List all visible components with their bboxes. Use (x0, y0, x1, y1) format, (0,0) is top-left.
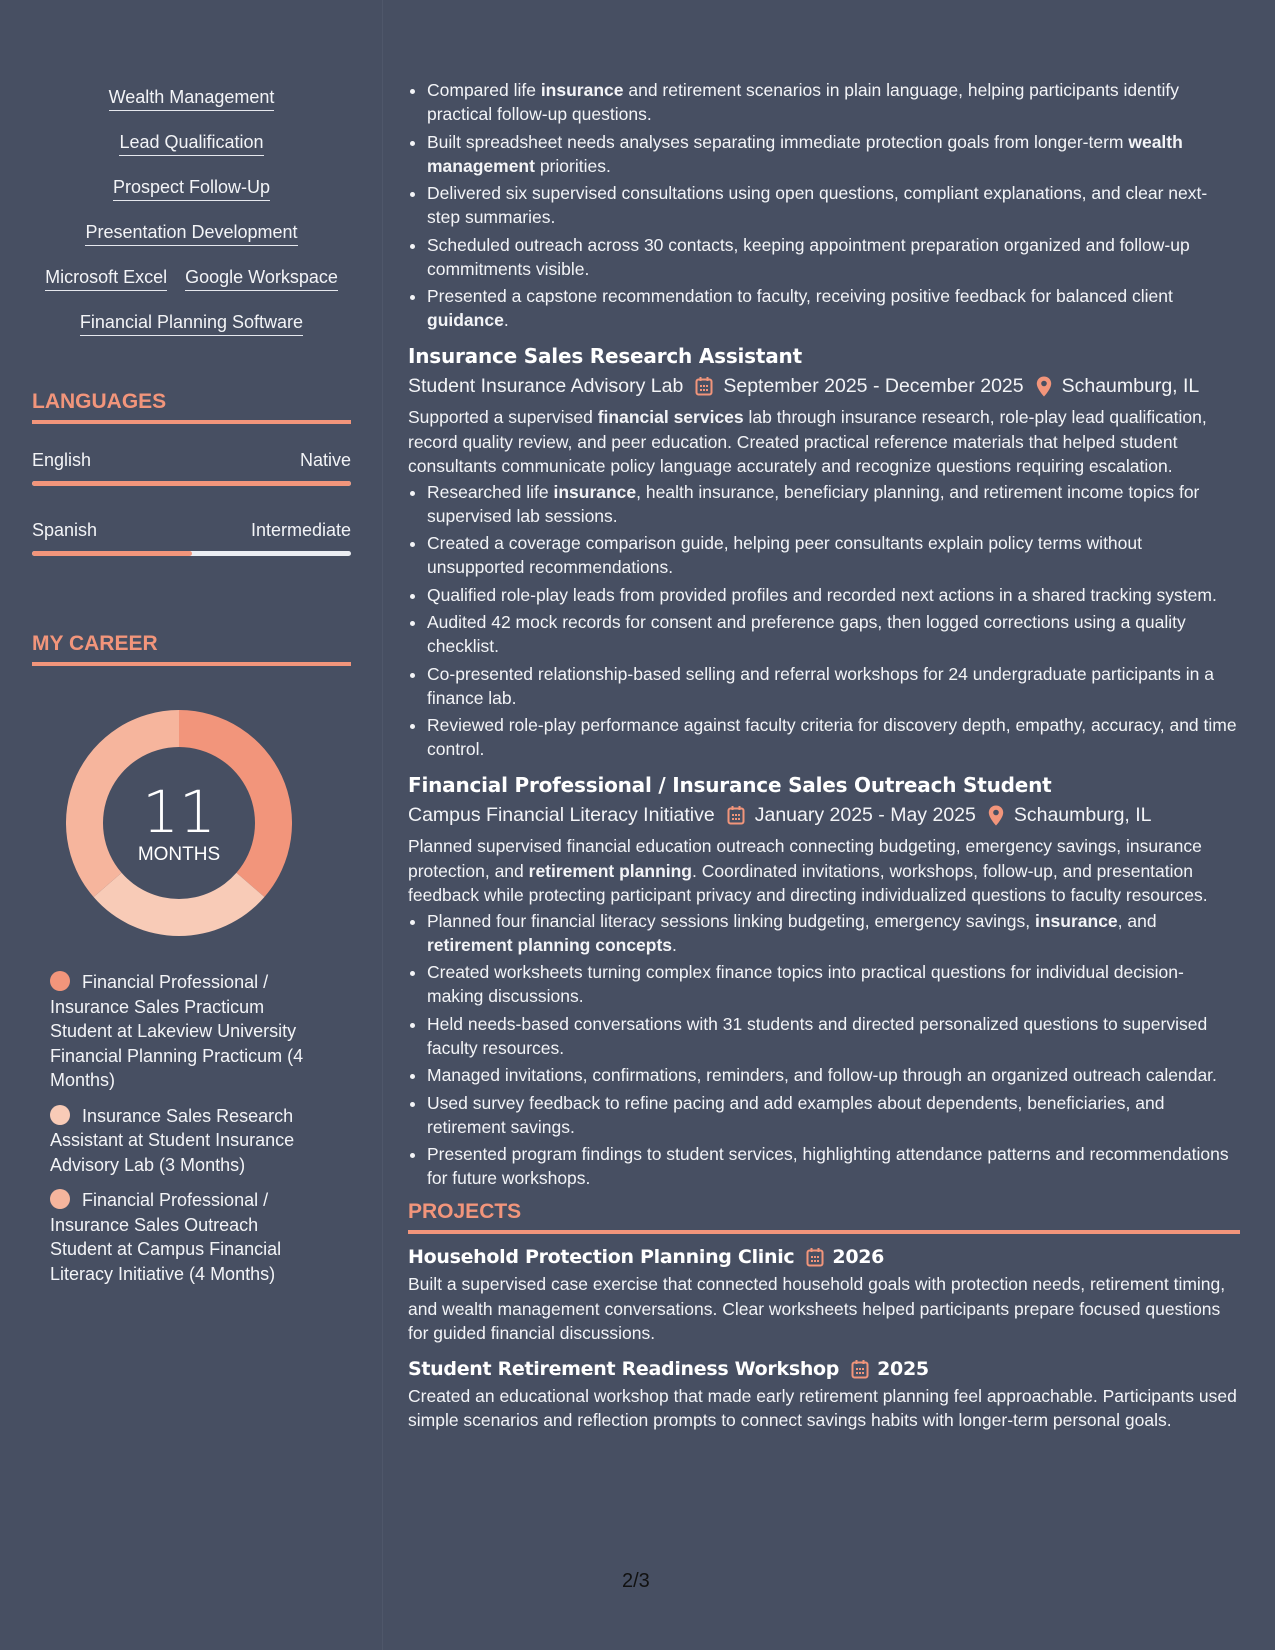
job-location: Schaumburg, IL (1061, 375, 1200, 397)
project-title-row (408, 1244, 1240, 1270)
skill-tag: Presentation Development (85, 221, 297, 246)
language-level: Native (299, 450, 351, 470)
bold-text: insurance (540, 80, 624, 100)
project-entry (408, 1356, 1240, 1433)
career-heading: MY CAREER (32, 632, 351, 666)
job-dates: September 2025 - December 2025 (723, 375, 1024, 397)
text-span: Presented a capstone recommendation to faculty, receiving positive feedback for balanced client (427, 286, 1173, 306)
language-level: Intermediate (250, 520, 351, 540)
language-item (32, 449, 351, 486)
bold-text: insurance (1034, 910, 1118, 931)
language-name: English (32, 450, 92, 470)
job-bullets (408, 909, 1240, 1191)
legend-dot (50, 1189, 70, 1209)
career-legend-item (50, 1104, 325, 1178)
skill-tag: Prospect Follow-Up (113, 176, 270, 201)
text-span: , health insurance, beneficiary planning, and retirement income topics for supervised lab sessions. (427, 481, 1200, 526)
bullet-item (427, 610, 1240, 658)
skill-row (32, 221, 351, 246)
text-span: Co-presented relationship-based selling and referral workshops for 24 undergraduate participants in a finance lab. (427, 663, 1214, 708)
calendar-icon (727, 805, 745, 825)
bullet-item (427, 181, 1240, 229)
project-title-row (408, 1356, 1240, 1382)
project-entry (408, 1244, 1240, 1346)
skill-tag: Google Workspace (185, 266, 338, 291)
text-span: Scheduled outreach across 30 contacts, keeping appointment preparation organized and follow-up commitments visible. (427, 234, 1190, 279)
bullet-item (427, 531, 1240, 579)
language-item (32, 519, 351, 556)
skill-row (32, 311, 351, 336)
career-legend-label: Insurance Sales Research Assistant at Student Insurance Advisory Lab (3 Months) (50, 1105, 295, 1175)
career-legend-item (50, 1188, 325, 1286)
skill-row (32, 86, 351, 111)
languages-heading: LANGUAGES (32, 390, 351, 424)
language-level-bar (32, 551, 351, 556)
language-level-fill (32, 481, 351, 486)
text-span: and retirement scenarios in plain language, helping participants identify practical follow-up questions. (427, 80, 1179, 124)
text-span: . (503, 310, 509, 330)
skill-tag: Financial Planning Software (80, 311, 303, 336)
career-legend-item (50, 970, 325, 1093)
text-span: Built spreadsheet needs analyses separating immediate protection goals from longer-term (427, 131, 1129, 152)
skills-list (32, 86, 351, 356)
bold-text: financial services (597, 407, 744, 427)
bold-text: guidance (427, 310, 504, 330)
job-location: Schaumburg, IL (1013, 804, 1152, 826)
text-span: priorities. (534, 155, 611, 176)
job-meta (408, 802, 1240, 828)
project-year: 2026 (832, 1246, 885, 1268)
job-bullets (408, 480, 1240, 762)
text-span: Held needs-based conversations with 31 students and directed personalized questions to supervised faculty resources. (427, 1013, 1208, 1058)
job-entry (408, 771, 1240, 1190)
career-total-unit: MONTHS (137, 844, 221, 865)
bullet-item (427, 662, 1240, 710)
text-span: lab through insurance research, role-play lead qualification, record quality review, and peer education. Created practical reference materials that helped student consultants communicate policy language accurately and recognize questions requiring escalation. (408, 407, 1207, 476)
bullet-item (427, 713, 1240, 761)
main-content (408, 78, 1240, 1433)
skill-tag: Microsoft Excel (45, 266, 167, 291)
job-title: Insurance Sales Research Assistant (408, 344, 802, 368)
career-donut-chart (66, 710, 292, 936)
skill-row (32, 266, 351, 291)
bullet-item (427, 1091, 1240, 1139)
text-span: Managed invitations, confirmations, reminders, and follow-up through an organized outreach calendar. (427, 1065, 1217, 1085)
map-pin-icon (988, 805, 1004, 826)
bold-text: wealth management (427, 131, 1183, 176)
text-span: , and (1117, 910, 1157, 931)
bullet-item (427, 909, 1240, 957)
skill-row (32, 176, 351, 201)
job-organization: Campus Financial Literacy Initiative (408, 804, 715, 826)
job-dates: January 2025 - May 2025 (754, 804, 976, 826)
career-legend (50, 970, 325, 1297)
text-span: . (672, 934, 677, 955)
career-legend-label: Financial Professional / Insurance Sales Outreach Student at Campus Financial Literacy Initiative (4 Months) (50, 1190, 282, 1284)
calendar-icon (851, 1359, 869, 1379)
text-span: Delivered six supervised consultations using open questions, compliant explanations, and clear next-step summaries. (427, 183, 1208, 227)
career-total-months: 11 (142, 778, 216, 846)
bullet-item (427, 130, 1240, 178)
text-span: Created a coverage comparison guide, helping peer consultants explain policy terms without unsupported recommendations. (427, 533, 1142, 577)
bold-text: retirement planning concepts (427, 934, 673, 955)
project-title: Household Protection Planning Clinic (408, 1246, 795, 1268)
text-span: Created worksheets turning complex finance topics into practical questions for individual decision-making discussions. (427, 962, 1184, 1006)
calendar-icon (806, 1247, 824, 1267)
bold-text: retirement planning (528, 860, 692, 881)
job-title: Financial Professional / Insurance Sales Outreach Student (408, 773, 1052, 797)
text-span: Used survey feedback to refine pacing and add examples about dependents, beneficiaries, and retirement savings. (427, 1092, 1165, 1137)
bullet-item (427, 480, 1240, 528)
bullet-item (427, 960, 1240, 1008)
projects-list (408, 1244, 1240, 1433)
text-span: Compared life (427, 80, 541, 100)
projects-heading: PROJECTS (408, 1200, 1240, 1234)
bold-text: insurance (553, 481, 637, 502)
page-number: 2/3 (622, 1570, 650, 1592)
text-span: Planned four financial literacy sessions linking budgeting, emergency savings, (427, 910, 1035, 931)
legend-dot (50, 1105, 70, 1125)
project-description: Built a supervised case exercise that connected household goals with protection needs, retirement timing, and wealth management conversations. Clear worksheets helped participants prepare focused questions for guided financial discussions. (408, 1274, 1226, 1343)
career-legend-label: Financial Professional / Insurance Sales Practicum Student at Lakeview University Financial Planning Practicum (4 Months) (50, 972, 304, 1090)
text-span: Audited 42 mock records for consent and preference gaps, then logged corrections using a quality checklist. (427, 612, 1186, 656)
text-span: Supported a supervised (408, 407, 598, 427)
job-summary (408, 405, 1240, 479)
map-pin-icon (1036, 376, 1052, 397)
project-year: 2025 (877, 1357, 929, 1380)
skill-tag: Wealth Management (109, 86, 275, 111)
language-name: Spanish (32, 520, 98, 540)
bullet-item (427, 78, 1240, 126)
language-level-fill (32, 551, 192, 556)
text-span: Presented program findings to student services, highlighting attendance patterns and recommendations for future workshops. (427, 1144, 1229, 1188)
text-span: Qualified role-play leads from provided profiles and recorded next actions in a shared tracking system. (427, 584, 1217, 605)
text-span: Researched life (427, 481, 554, 502)
skill-row (32, 131, 351, 156)
experience-jobs (408, 342, 1240, 1190)
text-span: Planned supervised financial education outreach connecting budgeting, emergency savings, insurance protection, and (408, 836, 1202, 881)
job-organization: Student Insurance Advisory Lab (408, 375, 684, 397)
text-span: . Coordinated invitations, workshops, follow-up, and presentation feedback while protecting participant privacy and directing individualized questions to faculty resources. (408, 860, 1208, 905)
skill-tag: Lead Qualification (119, 131, 263, 156)
bullet-item (427, 284, 1240, 332)
bullet-item (427, 1063, 1240, 1087)
calendar-icon (695, 376, 713, 396)
job-entry (408, 342, 1240, 761)
bullet-item (427, 233, 1240, 281)
experience-bullets (408, 78, 1240, 332)
project-title: Student Retirement Readiness Workshop (408, 1357, 840, 1380)
bullet-item (427, 583, 1240, 607)
bullet-item (427, 1012, 1240, 1060)
bullet-item (427, 1142, 1240, 1190)
text-span: Reviewed role-play performance against faculty criteria for discovery depth, empathy, accuracy, and time control. (427, 715, 1237, 759)
project-description: Created an educational workshop that made early retirement planning feel approachable. Participants used simple scenarios and reflection prompts to connect savings habits with longer-term personal goals. (408, 1385, 1237, 1430)
language-level-bar (32, 481, 351, 486)
sidebar (0, 0, 383, 1650)
job-summary (408, 834, 1240, 908)
job-meta (408, 373, 1240, 399)
legend-dot (50, 971, 70, 991)
